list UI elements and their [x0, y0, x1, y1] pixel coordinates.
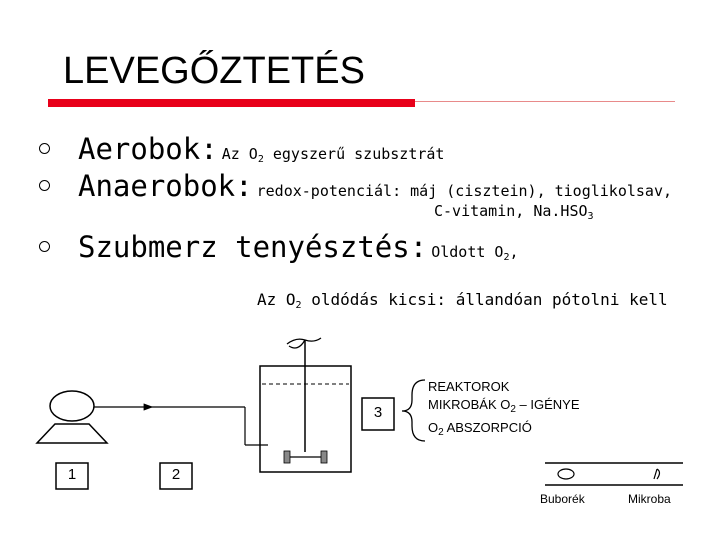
bullet-main-text: Aerobok: [78, 132, 218, 166]
label-box-number: 3 [373, 404, 383, 421]
bubble-tube [545, 463, 683, 485]
bullet-main-text: Szubmerz tenyésztés: [78, 230, 428, 264]
microbe-label: Mikroba [628, 492, 671, 506]
bracket-icon [402, 380, 425, 441]
bubble-label: Buborék [540, 492, 585, 506]
reactor-vessel [260, 338, 351, 472]
air-line [94, 407, 268, 445]
bullet-main-text: Anaerobok: [78, 169, 253, 203]
bullet-note: redox-potenciál: máj (cisztein), tioglikolsav, [256, 182, 673, 200]
label-filter-number: 2 [171, 466, 181, 483]
bullet-note: Az $O_2$ egyszerű szubsztrát [221, 145, 445, 165]
bullet-note: Oldott $O_2$, [431, 243, 519, 263]
dissolution-text: Az $O_2$ oldódás kicsi: állandóan pótolni kell [257, 290, 668, 311]
bullet-note-continuation: C-vitamin, $Na.HSO_3$ [434, 202, 594, 222]
slide-title: LEVEGŐZTETÉS [63, 50, 365, 92]
label-pump-number: 1 [67, 466, 77, 483]
reactor-description: REAKTOROK MIKROBÁK $O_2$ – IGÉNYE $O_2$ ABSZORPCIÓ [428, 379, 580, 438]
